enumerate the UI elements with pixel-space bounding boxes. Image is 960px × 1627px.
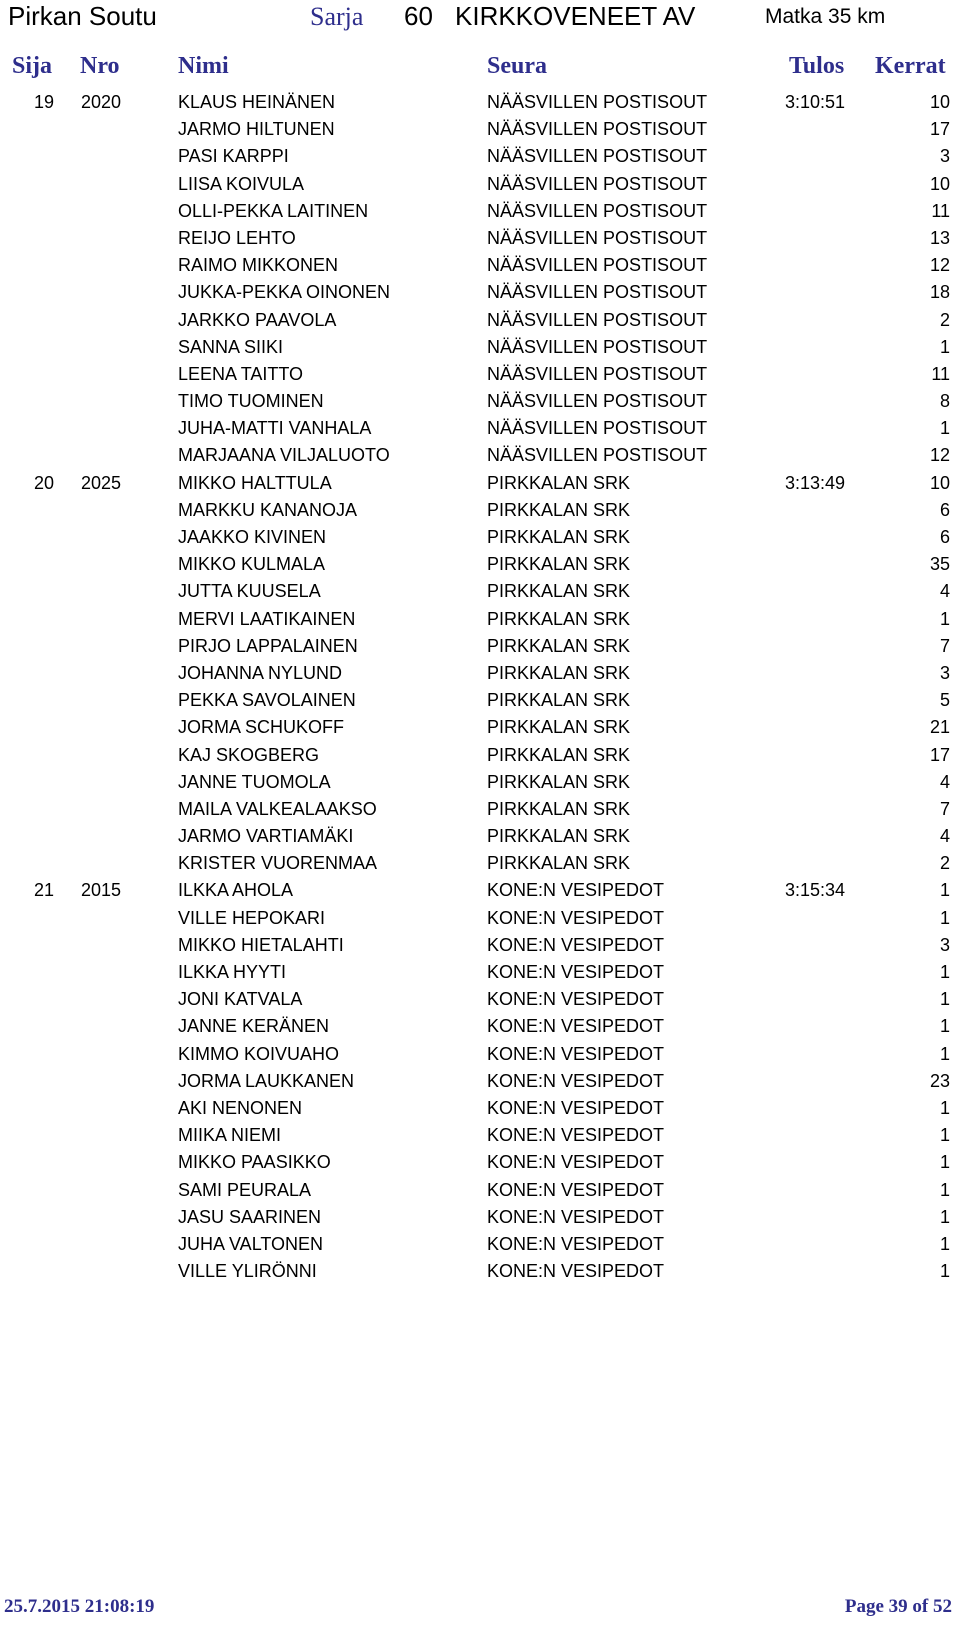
cell-seura: PIRKKALAN SRK (487, 608, 631, 629)
cell-kerrat: 1 (939, 1097, 950, 1118)
cell-kerrat: 5 (939, 690, 950, 711)
cell-seura: KONE:N VESIPEDOT (487, 1043, 665, 1064)
cell-kerrat: 12 (929, 255, 950, 276)
table-row (0, 905, 960, 932)
table-row (0, 606, 960, 633)
cell-nimi: MIIKA NIEMI (178, 1125, 282, 1146)
cell-kerrat: 3 (939, 934, 950, 955)
table-row (0, 687, 960, 714)
cell-kerrat: 17 (929, 119, 950, 140)
table-row (0, 932, 960, 959)
cell-kerrat: 10 (929, 472, 950, 493)
cell-kerrat: 1 (939, 962, 950, 982)
table-row (0, 823, 960, 850)
cell-nimi: JUHA-MATTI VANHALA (178, 418, 372, 439)
cell-kerrat: 1 (939, 1152, 950, 1173)
cell-kerrat: 3 (939, 662, 950, 683)
cell-seura: NÄÄSVILLEN POSTISOUT (487, 92, 708, 112)
column-header-kerrat: Kerrat (875, 53, 946, 79)
cell-seura: KONE:N VESIPEDOT (487, 934, 665, 955)
cell-kerrat: 21 (929, 717, 950, 738)
cell-nimi: REIJO LEHTO (178, 227, 296, 248)
column-headers (0, 50, 960, 82)
cell-seura: NÄÄSVILLEN POSTISOUT (487, 391, 708, 412)
cell-nimi: PEKKA SAVOLAINEN (178, 690, 356, 711)
cell-seura: KONE:N VESIPEDOT (487, 1233, 665, 1254)
print-timestamp: 25.7.2015 21:08:19 (4, 1596, 155, 1617)
cell-kerrat: 8 (939, 391, 950, 412)
cell-kerrat: 1 (939, 1179, 950, 1200)
table-row (0, 1122, 960, 1149)
sarja-label: Sarja (310, 2, 364, 31)
cell-kerrat: 1 (939, 1125, 950, 1146)
cell-seura: PIRKKALAN SRK (487, 826, 631, 847)
cell-seura: KONE:N VESIPEDOT (487, 1206, 665, 1227)
table-row (0, 986, 960, 1013)
cell-kerrat: 11 (931, 200, 950, 221)
cell-seura: PIRKKALAN SRK (487, 798, 631, 819)
cell-seura: NÄÄSVILLEN POSTISOUT (487, 363, 708, 384)
page-number: Page 39 of 52 (844, 1596, 952, 1617)
column-header-nimi: Nimi (178, 53, 229, 79)
cell-kerrat: 2 (939, 853, 950, 874)
cell-nimi: KIMMO KOIVUAHO (178, 1043, 340, 1064)
table-row (0, 1013, 960, 1040)
cell-nimi: JANNE KERÄNEN (178, 1016, 330, 1037)
cell-kerrat: 4 (939, 581, 950, 602)
cell-seura: KONE:N VESIPEDOT (487, 1097, 665, 1118)
cell-kerrat: 35 (929, 554, 950, 575)
cell-nimi: MAILA VALKEALAAKSO (178, 798, 377, 819)
column-header-sija: Sija (12, 53, 53, 79)
table-row (0, 442, 960, 469)
cell-seura: NÄÄSVILLEN POSTISOUT (487, 309, 708, 330)
cell-nro: 2020 (81, 92, 122, 112)
cell-kerrat: 17 (929, 744, 950, 765)
table-row (0, 1204, 960, 1231)
cell-nimi: JASU SAARINEN (178, 1206, 322, 1227)
table-row (0, 1231, 960, 1258)
page-footer (0, 1594, 960, 1620)
cell-seura: KONE:N VESIPEDOT (487, 1016, 665, 1037)
cell-nimi: JORMA LAUKKANEN (178, 1070, 355, 1091)
cell-nimi: MIKKO KULMALA (178, 554, 326, 575)
cell-seura: PIRKKALAN SRK (487, 853, 631, 874)
cell-nimi: KAJ SKOGBERG (178, 744, 320, 765)
cell-seura: NÄÄSVILLEN POSTISOUT (487, 445, 708, 466)
cell-seura: KONE:N VESIPEDOT (487, 1261, 665, 1282)
table-row (0, 660, 960, 687)
cell-nimi: KRISTER VUORENMAA (178, 853, 378, 874)
table-row (0, 143, 960, 170)
table-row (0, 1041, 960, 1068)
cell-sija: 20 (34, 472, 55, 493)
cell-seura: PIRKKALAN SRK (487, 472, 631, 493)
cell-kerrat: 10 (929, 92, 950, 112)
cell-kerrat: 12 (929, 445, 950, 466)
cell-seura: KONE:N VESIPEDOT (487, 1125, 665, 1146)
cell-kerrat: 1 (939, 336, 950, 357)
cell-kerrat: 1 (939, 989, 950, 1010)
table-row (0, 1095, 960, 1122)
cell-seura: NÄÄSVILLEN POSTISOUT (487, 227, 708, 248)
table-row (0, 334, 960, 361)
cell-nimi: PASI KARPPI (178, 146, 289, 167)
cell-kerrat: 1 (939, 1233, 950, 1254)
cell-nimi: JUHA VALTONEN (178, 1233, 324, 1254)
table-row (0, 307, 960, 334)
cell-seura: PIRKKALAN SRK (487, 554, 631, 575)
table-row (0, 1177, 960, 1204)
table-row (0, 415, 960, 442)
cell-nimi: JARKKO PAAVOLA (178, 309, 337, 330)
cell-nimi: OLLI-PEKKA LAITINEN (178, 200, 369, 221)
cell-kerrat: 1 (939, 608, 950, 629)
cell-seura: NÄÄSVILLEN POSTISOUT (487, 418, 708, 439)
table-row (0, 1258, 960, 1285)
cell-nimi: KLAUS HEINÄNEN (178, 92, 336, 112)
cell-seura: PIRKKALAN SRK (487, 662, 631, 683)
cell-seura: PIRKKALAN SRK (487, 499, 631, 520)
cell-seura: NÄÄSVILLEN POSTISOUT (487, 336, 708, 357)
cell-kerrat: 23 (929, 1070, 950, 1091)
cell-kerrat: 1 (939, 1206, 950, 1227)
cell-nimi: MARKKU KANANOJA (178, 499, 358, 520)
table-row (0, 633, 960, 660)
cell-kerrat: 1 (939, 1261, 950, 1282)
cell-nimi: TIMO TUOMINEN (178, 391, 324, 412)
cell-nimi: JUKKA-PEKKA OINONEN (178, 282, 391, 303)
cell-seura: KONE:N VESIPEDOT (487, 1179, 665, 1200)
class-number: 60 (404, 1, 433, 31)
cell-seura: NÄÄSVILLEN POSTISOUT (487, 255, 708, 276)
table-row (0, 524, 960, 551)
cell-kerrat: 1 (939, 907, 950, 928)
cell-sija: 19 (34, 92, 55, 112)
cell-nimi: LIISA KOIVULA (178, 173, 305, 194)
table-row (0, 89, 960, 116)
cell-seura: NÄÄSVILLEN POSTISOUT (487, 146, 708, 167)
table-row (0, 714, 960, 741)
column-header-seura: Seura (487, 53, 547, 79)
cell-kerrat: 4 (939, 771, 950, 792)
cell-seura: NÄÄSVILLEN POSTISOUT (487, 282, 708, 303)
cell-seura: KONE:N VESIPEDOT (487, 1152, 665, 1173)
cell-seura: NÄÄSVILLEN POSTISOUT (487, 119, 708, 140)
cell-kerrat: 13 (929, 227, 950, 248)
table-row (0, 470, 960, 497)
class-name: KIRKKOVENEET AV (455, 1, 696, 31)
cell-nimi: LEENA TAITTO (178, 363, 304, 384)
cell-kerrat: 2 (939, 309, 950, 330)
cell-nimi: JARMO HILTUNEN (178, 119, 335, 140)
table-row (0, 1149, 960, 1176)
cell-kerrat: 1 (939, 418, 950, 439)
cell-kerrat: 3 (939, 146, 950, 167)
table-row (0, 796, 960, 823)
cell-kerrat: 7 (939, 798, 950, 819)
cell-nimi: JORMA SCHUKOFF (178, 717, 345, 738)
page-header (0, 0, 960, 34)
cell-seura: KONE:N VESIPEDOT (487, 989, 665, 1010)
cell-tulos: 3:13:49 (785, 472, 846, 493)
cell-nimi: MIKKO HIETALAHTI (178, 934, 344, 955)
cell-kerrat: 4 (939, 826, 950, 847)
event-title: Pirkan Soutu (8, 1, 157, 31)
cell-kerrat: 1 (939, 880, 950, 901)
cell-nimi: JOHANNA NYLUND (178, 662, 343, 683)
cell-seura: PIRKKALAN SRK (487, 581, 631, 602)
cell-nro: 2025 (81, 472, 122, 493)
table-row (0, 116, 960, 143)
table-row (0, 198, 960, 225)
table-row (0, 252, 960, 279)
cell-nimi: SAMI PEURALA (178, 1179, 312, 1200)
table-row (0, 225, 960, 252)
cell-kerrat: 1 (939, 1043, 950, 1064)
table-row (0, 361, 960, 388)
cell-seura: KONE:N VESIPEDOT (487, 907, 665, 928)
cell-seura: KONE:N VESIPEDOT (487, 962, 665, 982)
column-header-tulos: Tulos (789, 53, 845, 79)
cell-seura: PIRKKALAN SRK (487, 744, 631, 765)
table-row (0, 877, 960, 904)
cell-kerrat: 6 (939, 527, 950, 547)
table-row (0, 551, 960, 578)
table-row (0, 279, 960, 306)
cell-seura: PIRKKALAN SRK (487, 771, 631, 792)
cell-nimi: ILKKA HYYTI (178, 962, 287, 982)
cell-nimi: VILLE HEPOKARI (178, 907, 326, 928)
cell-kerrat: 6 (939, 499, 950, 520)
cell-kerrat: 1 (939, 1016, 950, 1037)
cell-kerrat: 18 (929, 282, 950, 303)
cell-kerrat: 10 (929, 173, 950, 194)
cell-nimi: MIKKO HALTTULA (178, 472, 332, 493)
cell-nimi: JAAKKO KIVINEN (178, 527, 327, 547)
cell-nimi: MARJAANA VILJALUOTO (178, 445, 390, 466)
cell-sija: 21 (34, 880, 55, 901)
distance: Matka 35 km (765, 5, 886, 28)
table-row (0, 769, 960, 796)
cell-nimi: MERVI LAATIKAINEN (178, 608, 356, 629)
cell-tulos: 3:15:34 (785, 880, 846, 901)
results-table (0, 89, 960, 1285)
cell-nimi: PIRJO LAPPALAINEN (178, 635, 358, 656)
cell-nimi: MIKKO PAASIKKO (178, 1152, 331, 1173)
cell-seura: NÄÄSVILLEN POSTISOUT (487, 200, 708, 221)
cell-nimi: JONI KATVALA (178, 989, 303, 1010)
cell-nro: 2015 (81, 880, 122, 901)
table-row (0, 497, 960, 524)
cell-seura: PIRKKALAN SRK (487, 635, 631, 656)
table-row (0, 388, 960, 415)
table-row (0, 959, 960, 986)
cell-nimi: ILKKA AHOLA (178, 880, 294, 901)
cell-nimi: VILLE YLIRÖNNI (178, 1261, 317, 1282)
cell-seura: PIRKKALAN SRK (487, 690, 631, 711)
cell-seura: NÄÄSVILLEN POSTISOUT (487, 173, 708, 194)
table-row (0, 578, 960, 605)
cell-nimi: AKI NENONEN (178, 1097, 303, 1118)
table-row (0, 850, 960, 877)
column-header-nro: Nro (80, 53, 120, 79)
cell-nimi: SANNA SIIKI (178, 336, 284, 357)
cell-tulos: 3:10:51 (785, 92, 846, 112)
cell-nimi: JARMO VARTIAMÄKI (178, 826, 354, 847)
cell-kerrat: 7 (939, 635, 950, 656)
cell-nimi: JANNE TUOMOLA (178, 771, 331, 792)
table-row (0, 1068, 960, 1095)
cell-seura: PIRKKALAN SRK (487, 717, 631, 738)
cell-seura: PIRKKALAN SRK (487, 527, 631, 547)
table-row (0, 171, 960, 198)
cell-kerrat: 11 (931, 363, 950, 384)
cell-nimi: RAIMO MIKKONEN (178, 255, 339, 276)
cell-seura: KONE:N VESIPEDOT (487, 880, 665, 901)
table-row (0, 742, 960, 769)
cell-seura: KONE:N VESIPEDOT (487, 1070, 665, 1091)
cell-nimi: JUTTA KUUSELA (178, 581, 321, 602)
